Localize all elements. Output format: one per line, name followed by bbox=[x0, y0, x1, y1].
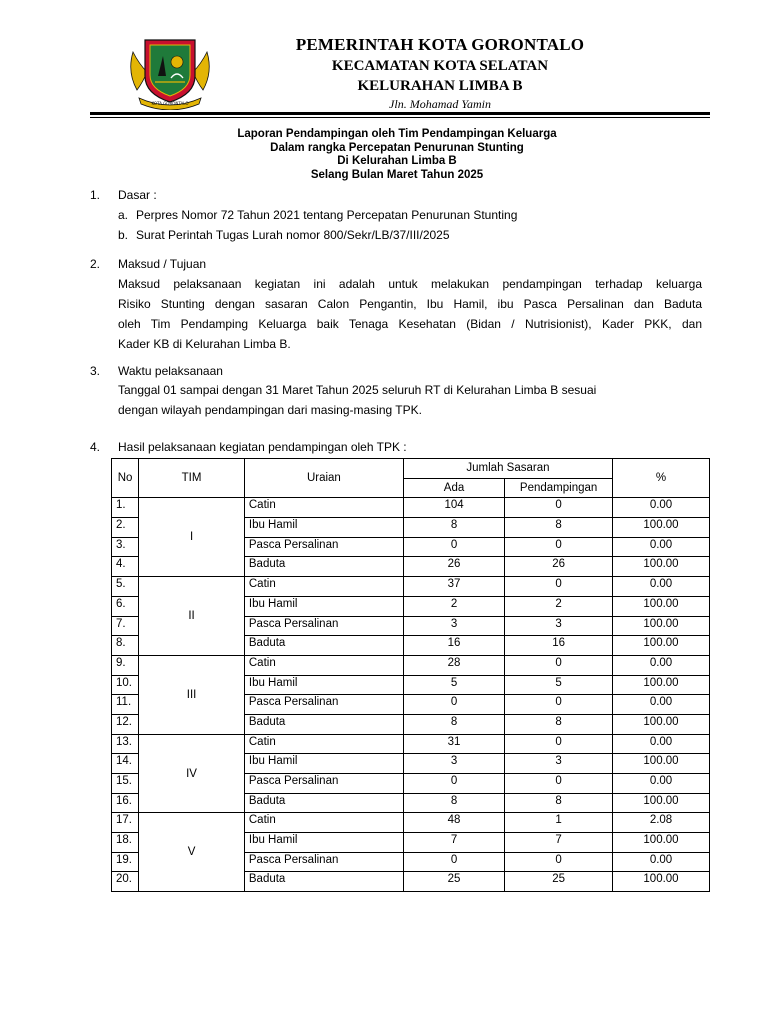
section-4-heading: Hasil pelaksanaan kegiatan pendampingan oleh TPK : bbox=[118, 440, 407, 454]
cell-percent: 100.00 bbox=[613, 754, 710, 774]
cell-pendampingan: 0 bbox=[505, 577, 613, 597]
cell-pendampingan: 0 bbox=[505, 498, 613, 518]
report-title-line3: Di Kelurahan Limba B bbox=[337, 155, 457, 167]
city-emblem-logo bbox=[125, 32, 215, 110]
cell-ada: 26 bbox=[403, 557, 504, 577]
cell-pendampingan: 0 bbox=[505, 734, 613, 754]
section-3-heading: Waktu pelaksanaan bbox=[118, 364, 223, 378]
cell-pendampingan: 0 bbox=[505, 537, 613, 557]
header-uraian: Uraian bbox=[244, 459, 403, 498]
cell-percent: 0.00 bbox=[613, 537, 710, 557]
cell-ada: 8 bbox=[403, 518, 504, 538]
section-1-heading: Dasar : bbox=[118, 188, 157, 202]
cell-ada: 8 bbox=[403, 793, 504, 813]
header-jumlah-sasaran: Jumlah Sasaran bbox=[403, 459, 612, 479]
letterhead-village: KELURAHAN LIMBA B bbox=[357, 78, 523, 94]
cell-uraian: Catin bbox=[244, 813, 403, 833]
table-row bbox=[112, 655, 710, 675]
cell-uraian: Pasca Persalinan bbox=[244, 852, 403, 872]
cell-no: 12. bbox=[112, 714, 139, 734]
cell-tim: IV bbox=[139, 734, 245, 813]
cell-uraian: Catin bbox=[244, 655, 403, 675]
logo-ribbon-text: KOTA GORONTALO bbox=[151, 101, 189, 106]
cell-percent: 0.00 bbox=[613, 655, 710, 675]
cell-percent: 0.00 bbox=[613, 577, 710, 597]
cell-uraian: Ibu Hamil bbox=[244, 754, 403, 774]
cell-pendampingan: 1 bbox=[505, 813, 613, 833]
cell-percent: 100.00 bbox=[613, 714, 710, 734]
section-1-item-letter: b. bbox=[118, 228, 129, 242]
table-row bbox=[112, 498, 710, 518]
report-title-line4: Selang Bulan Maret Tahun 2025 bbox=[310, 168, 484, 181]
cell-no: 19. bbox=[112, 852, 139, 872]
cell-percent: 0.00 bbox=[613, 498, 710, 518]
cell-no: 11. bbox=[112, 695, 139, 715]
cell-percent: 100.00 bbox=[613, 616, 710, 636]
section-3-number: 3. bbox=[90, 364, 101, 378]
cell-no: 3. bbox=[112, 537, 139, 557]
cell-no: 8. bbox=[112, 636, 139, 656]
cell-ada: 16 bbox=[403, 636, 504, 656]
cell-percent: 100.00 bbox=[613, 596, 710, 616]
cell-no: 6. bbox=[112, 596, 139, 616]
cell-ada: 0 bbox=[403, 695, 504, 715]
cell-ada: 31 bbox=[403, 734, 504, 754]
cell-percent: 0.00 bbox=[613, 774, 710, 794]
cell-ada: 28 bbox=[403, 655, 504, 675]
cell-percent: 0.00 bbox=[613, 695, 710, 715]
cell-no: 17. bbox=[112, 813, 139, 833]
section-2-number: 2. bbox=[90, 257, 101, 271]
cell-no: 14. bbox=[112, 754, 139, 774]
cell-no: 16. bbox=[112, 793, 139, 813]
cell-uraian: Pasca Persalinan bbox=[244, 695, 403, 715]
cell-uraian: Catin bbox=[244, 498, 403, 518]
section-2-heading: Maksud / Tujuan bbox=[118, 257, 207, 271]
cell-tim: III bbox=[139, 655, 245, 734]
section-2-paragraph-line: Kader KB di Kelurahan Limba B. bbox=[118, 337, 291, 351]
section-3-paragraph-line: Tanggal 01 sampai dengan 31 Maret Tahun 2025 seluruh RT di Kelurahan Limba B sesuai bbox=[118, 383, 597, 397]
cell-uraian: Baduta bbox=[244, 872, 403, 892]
cell-percent: 100.00 bbox=[613, 833, 710, 853]
section-2-paragraph-line: oleh Tim Pendamping Keluarga baik Tenaga Kesehatan (Bidan / Nutrisionist), Kader PKK, dan bbox=[118, 317, 702, 331]
section-2-paragraph-line: Maksud pelaksanaan kegiatan ini adalah untuk melakukan pendampingan terhadap keluarga bbox=[118, 277, 702, 291]
cell-percent: 2.08 bbox=[613, 813, 710, 833]
cell-pendampingan: 8 bbox=[505, 518, 613, 538]
cell-percent: 0.00 bbox=[613, 734, 710, 754]
section-1-number: 1. bbox=[90, 188, 101, 202]
cell-ada: 104 bbox=[403, 498, 504, 518]
cell-pendampingan: 26 bbox=[505, 557, 613, 577]
cell-no: 4. bbox=[112, 557, 139, 577]
section-3-paragraph-line: dengan wilayah pendampingan dari masing-masing TPK. bbox=[118, 403, 422, 417]
section-2-paragraph-line: Risiko Stunting dengan sasaran Calon Pengantin, Ibu Hamil, ibu Pasca Persalinan dan Baduta bbox=[118, 297, 702, 311]
cell-ada: 5 bbox=[403, 675, 504, 695]
header-pendampingan: Pendampingan bbox=[505, 478, 613, 498]
cell-pendampingan: 2 bbox=[505, 596, 613, 616]
section-1-item-letter: a. bbox=[118, 208, 129, 222]
cell-pendampingan: 7 bbox=[505, 833, 613, 853]
cell-tim: II bbox=[139, 577, 245, 656]
cell-ada: 0 bbox=[403, 852, 504, 872]
report-title bbox=[90, 128, 704, 182]
cell-percent: 0.00 bbox=[613, 852, 710, 872]
cell-uraian: Catin bbox=[244, 577, 403, 597]
results-table bbox=[111, 458, 710, 892]
cell-pendampingan: 16 bbox=[505, 636, 613, 656]
cell-pendampingan: 0 bbox=[505, 774, 613, 794]
cell-ada: 37 bbox=[403, 577, 504, 597]
cell-tim: I bbox=[139, 498, 245, 577]
header-tim: TIM bbox=[139, 459, 245, 498]
cell-percent: 100.00 bbox=[613, 518, 710, 538]
letterhead-district: KECAMATAN KOTA SELATAN bbox=[331, 58, 549, 74]
section-1-item-text: Surat Perintah Tugas Lurah nomor 800/Sekr/LB/37/III/2025 bbox=[136, 228, 450, 242]
cell-percent: 100.00 bbox=[613, 872, 710, 892]
cell-no: 15. bbox=[112, 774, 139, 794]
cell-percent: 100.00 bbox=[613, 675, 710, 695]
cell-no: 5. bbox=[112, 577, 139, 597]
cell-tim: V bbox=[139, 813, 245, 892]
cell-ada: 0 bbox=[403, 774, 504, 794]
section-1-item-text: Perpres Nomor 72 Tahun 2021 tentang Percepatan Penurunan Stunting bbox=[136, 208, 518, 222]
report-title-line1: Laporan Pendampingan oleh Tim Pendampingan Keluarga bbox=[237, 128, 557, 140]
header-percent: % bbox=[613, 459, 710, 498]
cell-no: 2. bbox=[112, 518, 139, 538]
cell-uraian: Ibu Hamil bbox=[244, 675, 403, 695]
cell-ada: 8 bbox=[403, 714, 504, 734]
letterhead-address: Jln. Mohamad Yamin bbox=[389, 97, 491, 111]
letterhead-government: PEMERINTAH KOTA GORONTALO bbox=[295, 35, 585, 54]
table-row bbox=[112, 813, 710, 833]
cell-uraian: Baduta bbox=[244, 714, 403, 734]
cell-uraian: Baduta bbox=[244, 557, 403, 577]
cell-no: 7. bbox=[112, 616, 139, 636]
header-no: No bbox=[112, 459, 139, 498]
cell-ada: 25 bbox=[403, 872, 504, 892]
cell-no: 20. bbox=[112, 872, 139, 892]
cell-uraian: Baduta bbox=[244, 636, 403, 656]
cell-pendampingan: 25 bbox=[505, 872, 613, 892]
cell-pendampingan: 3 bbox=[505, 754, 613, 774]
letterhead-divider-thin bbox=[90, 117, 710, 118]
cell-no: 9. bbox=[112, 655, 139, 675]
table-row bbox=[112, 577, 710, 597]
cell-no: 18. bbox=[112, 833, 139, 853]
cell-uraian: Catin bbox=[244, 734, 403, 754]
cell-uraian: Pasca Persalinan bbox=[244, 774, 403, 794]
table-header-row bbox=[112, 459, 710, 479]
cell-no: 13. bbox=[112, 734, 139, 754]
cell-uraian: Ibu Hamil bbox=[244, 518, 403, 538]
cell-percent: 100.00 bbox=[613, 636, 710, 656]
cell-uraian: Ibu Hamil bbox=[244, 596, 403, 616]
cell-pendampingan: 8 bbox=[505, 793, 613, 813]
cell-percent: 100.00 bbox=[613, 793, 710, 813]
cell-ada: 48 bbox=[403, 813, 504, 833]
cell-pendampingan: 0 bbox=[505, 852, 613, 872]
section-4-number: 4. bbox=[90, 440, 101, 454]
header-ada: Ada bbox=[403, 478, 504, 498]
cell-uraian: Pasca Persalinan bbox=[244, 537, 403, 557]
cell-ada: 7 bbox=[403, 833, 504, 853]
cell-uraian: Baduta bbox=[244, 793, 403, 813]
cell-ada: 3 bbox=[403, 754, 504, 774]
letterhead bbox=[230, 34, 650, 113]
letterhead-divider-thick bbox=[90, 112, 710, 115]
cell-pendampingan: 0 bbox=[505, 695, 613, 715]
cell-pendampingan: 8 bbox=[505, 714, 613, 734]
cell-uraian: Ibu Hamil bbox=[244, 833, 403, 853]
cell-pendampingan: 3 bbox=[505, 616, 613, 636]
cell-ada: 2 bbox=[403, 596, 504, 616]
cell-ada: 3 bbox=[403, 616, 504, 636]
cell-ada: 0 bbox=[403, 537, 504, 557]
report-title-line2: Dalam rangka Percepatan Penurunan Stunting bbox=[270, 141, 524, 154]
cell-pendampingan: 0 bbox=[505, 655, 613, 675]
cell-no: 10. bbox=[112, 675, 139, 695]
cell-pendampingan: 5 bbox=[505, 675, 613, 695]
cell-percent: 100.00 bbox=[613, 557, 710, 577]
table-body bbox=[112, 498, 710, 892]
cell-uraian: Pasca Persalinan bbox=[244, 616, 403, 636]
cell-no: 1. bbox=[112, 498, 139, 518]
table-row bbox=[112, 734, 710, 754]
